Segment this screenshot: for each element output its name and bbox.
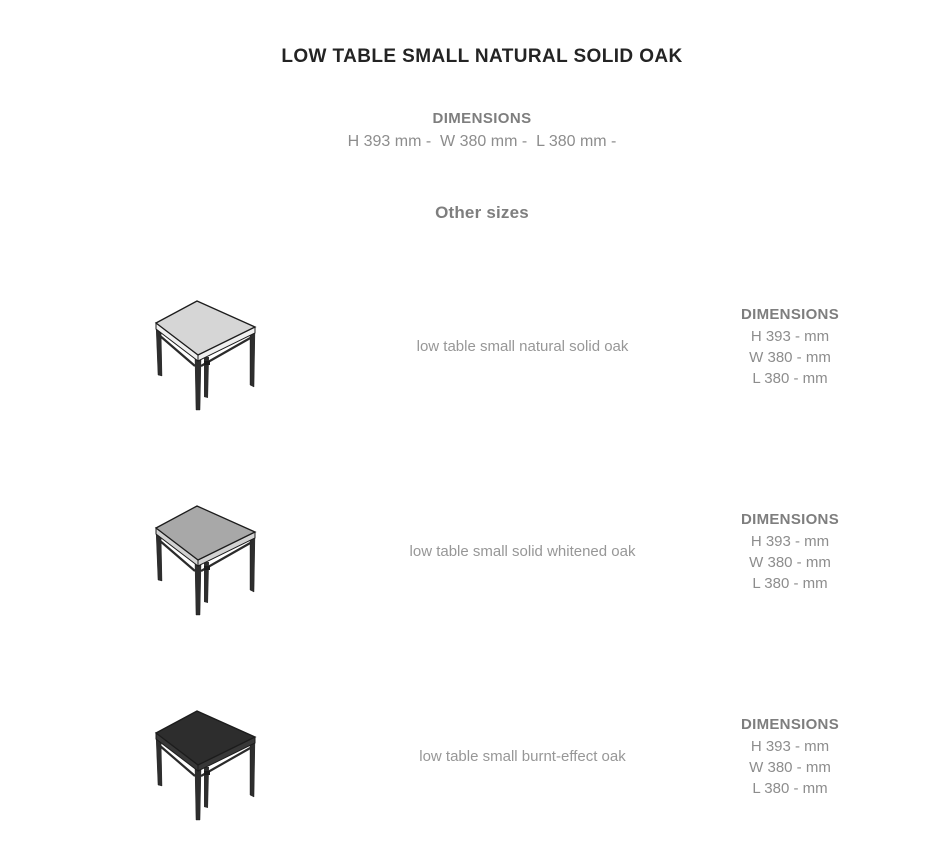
table-illustration xyxy=(149,502,257,620)
table-leg-front-icon xyxy=(195,769,201,820)
variant-dimensions xyxy=(715,714,865,799)
table-notch-icon xyxy=(204,771,210,775)
variant-dimensions-heading: DIMENSIONS xyxy=(740,716,839,733)
table-top xyxy=(156,301,255,355)
variant-dim-h: H 393 - mm xyxy=(750,328,830,345)
variant-dimensions xyxy=(715,304,865,389)
variant-row-burnt-effect-oak xyxy=(0,705,944,845)
variant-name: low table small burnt-effect oak xyxy=(419,748,626,765)
variant-dimensions-heading: DIMENSIONS xyxy=(740,306,839,323)
variant-row-whitened-oak xyxy=(0,500,944,640)
variant-dim-l: L 380 - mm xyxy=(752,575,828,592)
variant-dim-w: W 380 - mm xyxy=(749,554,831,571)
other-sizes-heading: Other sizes xyxy=(435,203,529,222)
variant-dimensions-heading: DIMENSIONS xyxy=(740,511,839,528)
variant-dim-w: W 380 - mm xyxy=(749,759,831,776)
variant-name: low table small natural solid oak xyxy=(416,338,629,355)
variant-name: low table small solid whitened oak xyxy=(409,543,636,560)
table-top xyxy=(156,506,255,560)
variant-dimensions xyxy=(715,509,865,594)
table-top xyxy=(156,711,255,765)
table-leg-front-icon xyxy=(195,564,201,615)
variant-dim-l: L 380 - mm xyxy=(752,780,828,797)
table-leg-front-icon xyxy=(195,359,201,410)
main-dimensions-heading: DIMENSIONS xyxy=(432,110,532,127)
main-dimensions-value: H 393 mm - W 380 mm - L 380 mm - xyxy=(347,133,617,150)
table-illustration xyxy=(149,297,257,415)
table-notch-icon xyxy=(204,361,210,365)
table-notch-icon xyxy=(204,566,210,570)
variant-dim-h: H 393 - mm xyxy=(750,738,830,755)
table-illustration xyxy=(149,707,257,825)
variant-dim-l: L 380 - mm xyxy=(752,370,828,387)
variant-row-natural-oak xyxy=(0,295,944,435)
variant-dim-w: W 380 - mm xyxy=(749,349,831,366)
page-title: LOW TABLE SMALL NATURAL SOLID OAK xyxy=(281,46,683,67)
variant-dim-h: H 393 - mm xyxy=(750,533,830,550)
